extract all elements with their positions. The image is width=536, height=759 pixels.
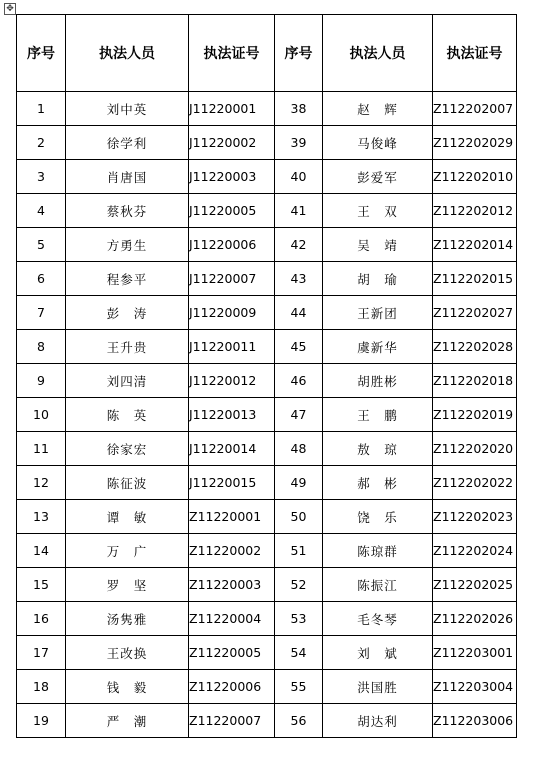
row-officer-right[interactable]: 彭爱军	[323, 160, 433, 194]
table-row	[17, 92, 517, 126]
row-seq-right[interactable]: 52	[275, 568, 323, 602]
table-row	[17, 126, 517, 160]
row-cert-left[interactable]: Z11220003	[189, 568, 275, 602]
row-officer-left[interactable]: 王升贵	[66, 330, 189, 364]
row-officer-left[interactable]: 彭 涛	[66, 296, 189, 330]
row-seq-left[interactable]: 7	[17, 296, 66, 330]
row-seq-right[interactable]: 41	[275, 194, 323, 228]
row-officer-left[interactable]: 程参平	[66, 262, 189, 296]
row-seq-left[interactable]: 10	[17, 398, 66, 432]
row-officer-right[interactable]: 洪国胜	[323, 670, 433, 704]
row-seq-left[interactable]: 3	[17, 160, 66, 194]
row-cert-right[interactable]: Z112202029	[433, 126, 517, 160]
row-seq-right[interactable]: 56	[275, 704, 323, 738]
row-seq-left[interactable]: 17	[17, 636, 66, 670]
row-officer-right[interactable]: 王新团	[323, 296, 433, 330]
row-cert-left[interactable]: J11220003	[189, 160, 275, 194]
row-seq-right[interactable]: 48	[275, 432, 323, 466]
row-officer-left[interactable]: 刘四清	[66, 364, 189, 398]
row-officer-right[interactable]: 赵 辉	[323, 92, 433, 126]
row-seq-left[interactable]: 13	[17, 500, 66, 534]
row-seq-right[interactable]: 51	[275, 534, 323, 568]
row-cert-left[interactable]: J11220001	[189, 92, 275, 126]
table-row	[17, 432, 517, 466]
header-officer-1: 执法人员	[66, 15, 189, 92]
row-seq-right[interactable]: 49	[275, 466, 323, 500]
table-move-handle-icon[interactable]: ✥	[4, 3, 16, 15]
row-officer-left[interactable]: 谭 敏	[66, 500, 189, 534]
table-row	[17, 330, 517, 364]
row-seq-left[interactable]: 15	[17, 568, 66, 602]
row-cert-left[interactable]: J11220007	[189, 262, 275, 296]
row-officer-right[interactable]: 郝 彬	[323, 466, 433, 500]
table-row	[17, 466, 517, 500]
row-officer-left[interactable]: 刘中英	[66, 92, 189, 126]
header-seq-2: 序号	[275, 15, 323, 92]
row-cert-right[interactable]: Z112203006	[433, 704, 517, 738]
row-seq-right[interactable]: 40	[275, 160, 323, 194]
row-cert-right[interactable]: Z112202012	[433, 194, 517, 228]
table-row	[17, 160, 517, 194]
row-cert-left[interactable]: J11220006	[189, 228, 275, 262]
row-cert-right[interactable]: Z112202027	[433, 296, 517, 330]
row-officer-right[interactable]: 刘 斌	[323, 636, 433, 670]
row-seq-right[interactable]: 50	[275, 500, 323, 534]
row-cert-right[interactable]: Z112202007	[433, 92, 517, 126]
row-cert-left[interactable]: J11220014	[189, 432, 275, 466]
row-seq-right[interactable]: 46	[275, 364, 323, 398]
row-officer-right[interactable]: 马俊峰	[323, 126, 433, 160]
row-seq-left[interactable]: 14	[17, 534, 66, 568]
header-officer-2: 执法人员	[323, 15, 433, 92]
enforcement-staff-table	[16, 14, 517, 738]
row-cert-left[interactable]: Z11220004	[189, 602, 275, 636]
row-officer-left[interactable]: 方勇生	[66, 228, 189, 262]
row-cert-right[interactable]: Z112202025	[433, 568, 517, 602]
row-seq-left[interactable]: 4	[17, 194, 66, 228]
row-officer-right[interactable]: 饶 乐	[323, 500, 433, 534]
row-officer-left[interactable]: 严 潮	[66, 704, 189, 738]
row-cert-right[interactable]: Z112202014	[433, 228, 517, 262]
row-seq-right[interactable]: 54	[275, 636, 323, 670]
row-seq-left[interactable]: 12	[17, 466, 66, 500]
row-seq-right[interactable]: 44	[275, 296, 323, 330]
header-cert-2: 执法证号	[433, 15, 517, 92]
row-seq-left[interactable]: 9	[17, 364, 66, 398]
row-cert-right[interactable]: Z112203001	[433, 636, 517, 670]
row-officer-right[interactable]: 虞新华	[323, 330, 433, 364]
row-officer-right[interactable]: 王 双	[323, 194, 433, 228]
row-seq-left[interactable]: 11	[17, 432, 66, 466]
row-seq-left[interactable]: 18	[17, 670, 66, 704]
row-officer-right[interactable]: 胡胜彬	[323, 364, 433, 398]
row-cert-left[interactable]: J11220005	[189, 194, 275, 228]
row-cert-left[interactable]: Z11220005	[189, 636, 275, 670]
table-body	[17, 92, 517, 738]
table-row	[17, 262, 517, 296]
table-row	[17, 364, 517, 398]
row-cert-right[interactable]: Z112202020	[433, 432, 517, 466]
row-cert-right[interactable]: Z112202023	[433, 500, 517, 534]
row-seq-left[interactable]: 8	[17, 330, 66, 364]
row-cert-left[interactable]: J11220002	[189, 126, 275, 160]
row-officer-left[interactable]: 肖唐国	[66, 160, 189, 194]
row-seq-right[interactable]: 42	[275, 228, 323, 262]
row-seq-right[interactable]: 53	[275, 602, 323, 636]
row-officer-right[interactable]: 陈振江	[323, 568, 433, 602]
row-cert-left[interactable]: Z11220002	[189, 534, 275, 568]
row-officer-left[interactable]: 万 广	[66, 534, 189, 568]
row-officer-right[interactable]: 胡 瑜	[323, 262, 433, 296]
row-officer-left[interactable]: 钱 毅	[66, 670, 189, 704]
row-officer-right[interactable]: 陈琼群	[323, 534, 433, 568]
row-cert-right[interactable]: Z112202010	[433, 160, 517, 194]
row-officer-right[interactable]: 吴 靖	[323, 228, 433, 262]
row-officer-left[interactable]: 陈 英	[66, 398, 189, 432]
row-cert-right[interactable]: Z112202019	[433, 398, 517, 432]
row-seq-left[interactable]: 19	[17, 704, 66, 738]
table-row	[17, 534, 517, 568]
table-row	[17, 568, 517, 602]
row-cert-left[interactable]: Z11220007	[189, 704, 275, 738]
row-seq-right[interactable]: 38	[275, 92, 323, 126]
row-cert-right[interactable]: Z112202024	[433, 534, 517, 568]
row-cert-right[interactable]: Z112202015	[433, 262, 517, 296]
row-cert-left[interactable]: J11220015	[189, 466, 275, 500]
row-officer-left[interactable]: 王改换	[66, 636, 189, 670]
row-officer-left[interactable]: 徐学利	[66, 126, 189, 160]
row-seq-right[interactable]: 55	[275, 670, 323, 704]
row-seq-right[interactable]: 45	[275, 330, 323, 364]
row-officer-left[interactable]: 徐家宏	[66, 432, 189, 466]
row-seq-right[interactable]: 43	[275, 262, 323, 296]
row-officer-left[interactable]: 蔡秋芬	[66, 194, 189, 228]
row-seq-left[interactable]: 1	[17, 92, 66, 126]
row-seq-right[interactable]: 39	[275, 126, 323, 160]
table-row	[17, 228, 517, 262]
header-seq-1: 序号	[17, 15, 66, 92]
row-cert-right[interactable]: Z112203004	[433, 670, 517, 704]
table-header-row	[17, 15, 517, 92]
table-row	[17, 398, 517, 432]
table-row	[17, 602, 517, 636]
row-officer-right[interactable]: 毛冬琴	[323, 602, 433, 636]
table-row	[17, 194, 517, 228]
table-row	[17, 500, 517, 534]
row-officer-right[interactable]: 王 鹏	[323, 398, 433, 432]
row-cert-left[interactable]: J11220011	[189, 330, 275, 364]
row-cert-left[interactable]: J11220009	[189, 296, 275, 330]
row-officer-right[interactable]: 胡达利	[323, 704, 433, 738]
row-cert-left[interactable]: J11220012	[189, 364, 275, 398]
row-cert-left[interactable]: Z11220006	[189, 670, 275, 704]
row-seq-left[interactable]: 5	[17, 228, 66, 262]
row-cert-right[interactable]: Z112202028	[433, 330, 517, 364]
row-cert-right[interactable]: Z112202018	[433, 364, 517, 398]
table-row	[17, 670, 517, 704]
row-cert-left[interactable]: Z11220001	[189, 500, 275, 534]
row-officer-right[interactable]: 敖 琼	[323, 432, 433, 466]
row-officer-left[interactable]: 陈征波	[66, 466, 189, 500]
row-cert-left[interactable]: J11220013	[189, 398, 275, 432]
row-officer-left[interactable]: 汤隽雅	[66, 602, 189, 636]
row-seq-left[interactable]: 16	[17, 602, 66, 636]
row-seq-left[interactable]: 6	[17, 262, 66, 296]
table-row	[17, 704, 517, 738]
row-seq-right[interactable]: 47	[275, 398, 323, 432]
table-row	[17, 636, 517, 670]
row-cert-right[interactable]: Z112202026	[433, 602, 517, 636]
row-cert-right[interactable]: Z112202022	[433, 466, 517, 500]
row-officer-left[interactable]: 罗 坚	[66, 568, 189, 602]
header-cert-1: 执法证号	[189, 15, 275, 92]
table-row	[17, 296, 517, 330]
row-seq-left[interactable]: 2	[17, 126, 66, 160]
